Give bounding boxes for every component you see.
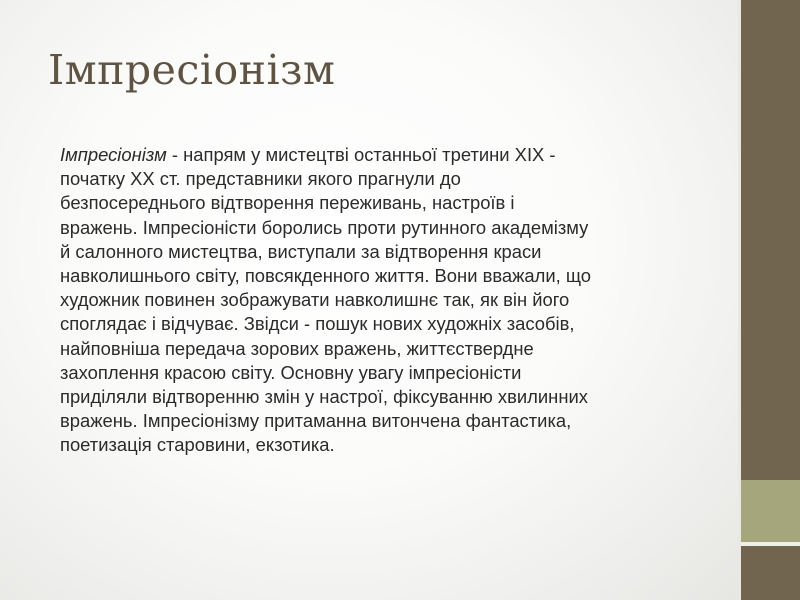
term-label: Імпресіонізм xyxy=(60,144,167,165)
slide-body xyxy=(60,143,700,458)
slide-title: Імпресіонізм xyxy=(48,46,336,94)
sidebar-footer-block xyxy=(741,546,800,600)
sidebar-accent-block xyxy=(741,480,800,542)
body-paragraph: - напрям у мистецтві останньої третини XIX - початку XX ст. представники якого прагнули до безпосереднього відтворення переживань, настроїв і вражень. Імпресіоністи боролись проти рутинного академізму й салонного мистецтва, виступали за відтворення краси навколишнього світу, повсякденного життя. Вони вважали, що художник повинен зображувати навколишнє так, як він його споглядає і відчуває. Звідси - пошук нових художніх засобів, найповніша передача зорових вражень, життєствердне захоплення красою світу. Основну увагу імпресіоністи приділяли відтворенню змін у настрої, фіксуванню хвилинних вражень. Імпресіонізму притаманна витончена фантастика, поетизація старовини, екзотика. xyxy=(60,144,592,456)
